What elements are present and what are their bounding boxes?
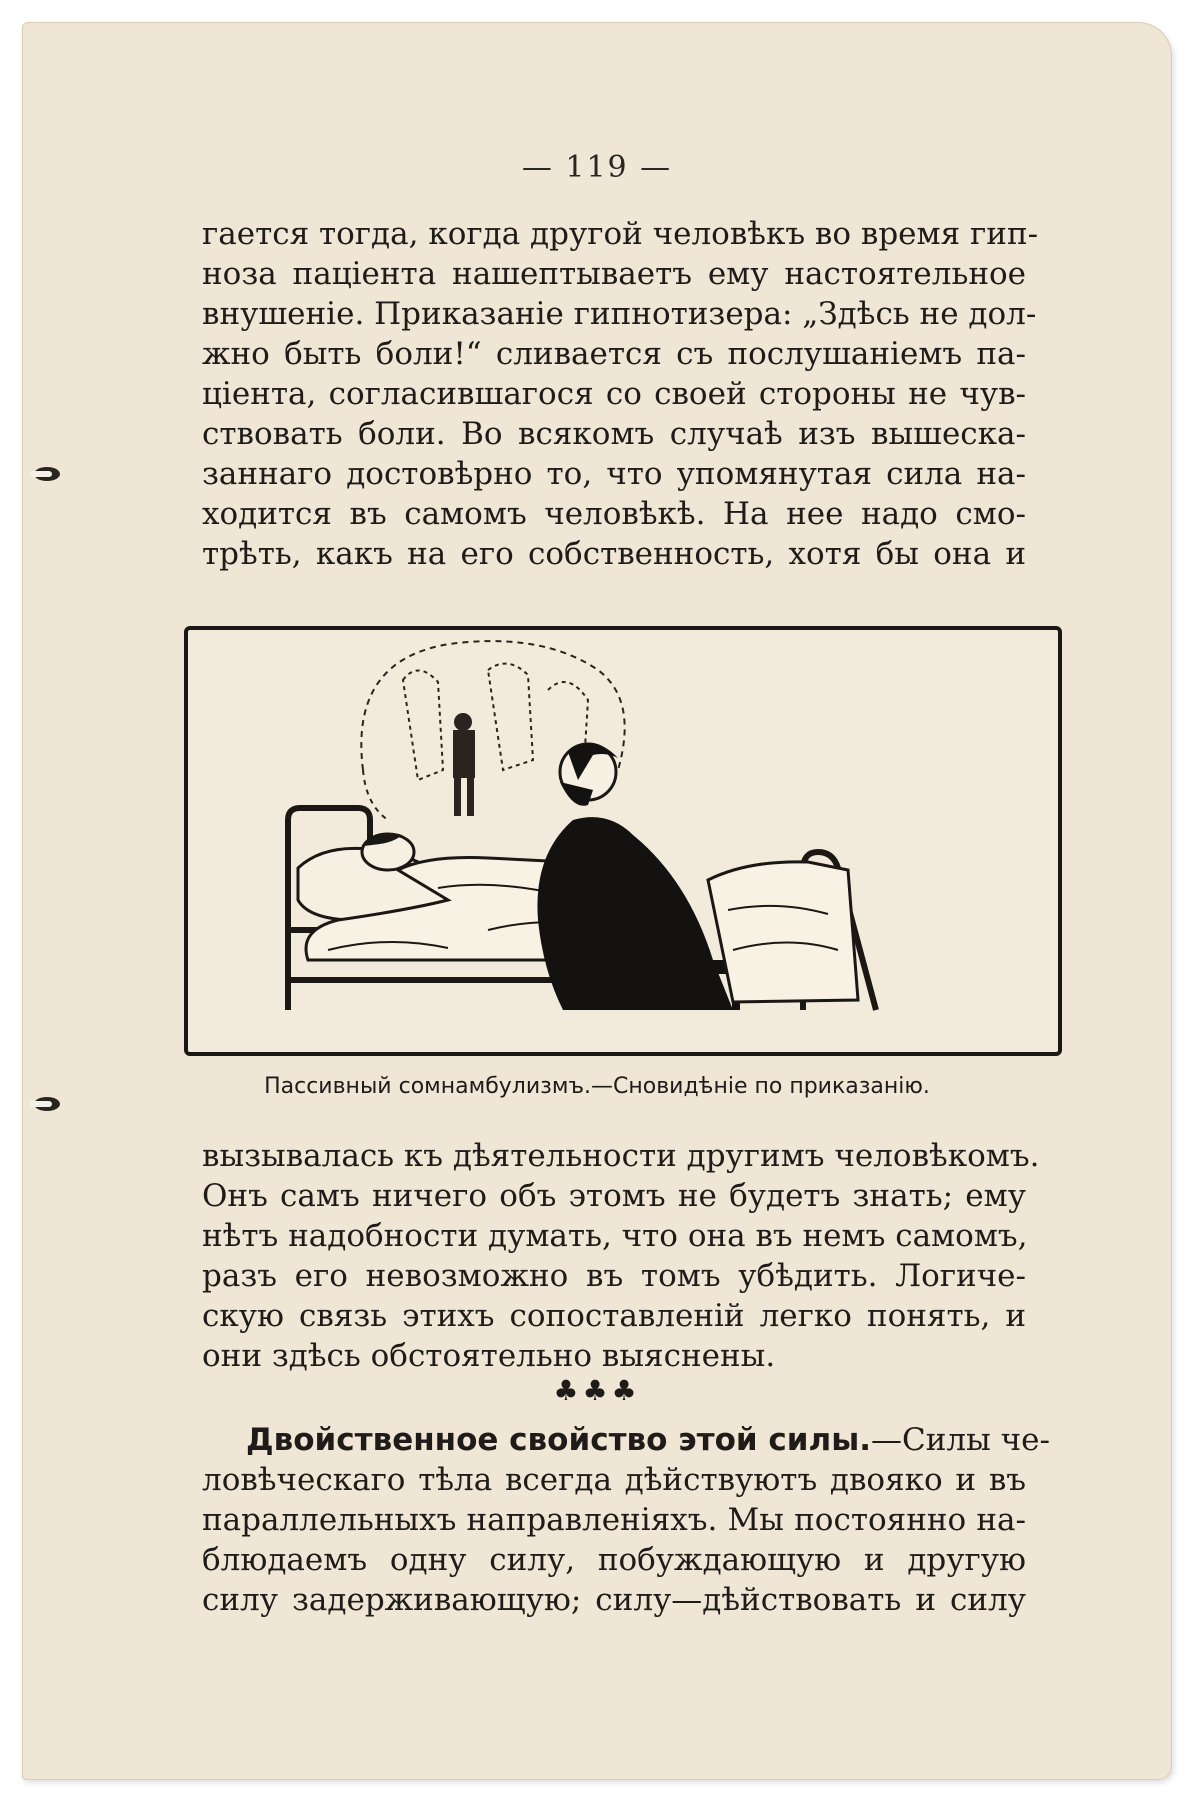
book-page: [22, 22, 1172, 1780]
text-line: заннаго достовѣрно то, что упомянутая сила на-: [202, 456, 1026, 492]
binding-thread-top: [30, 471, 52, 477]
text-line: силу задерживающую; силу—дѣйствовать и силу: [202, 1582, 1026, 1618]
text-line: нѣтъ надобности думать, что она въ немъ самомъ,: [202, 1218, 1028, 1254]
text-line: Онъ самъ ничего объ этомъ не будетъ знать; ему: [202, 1178, 1026, 1214]
text-line: ствовать боли. Во всякомъ случаѣ изъ вышеска-: [202, 416, 1026, 452]
section-ornament: ♣♣♣: [553, 1374, 641, 1407]
text-line: трѣть, какъ на его собственность, хотя бы она и: [202, 536, 1026, 572]
text-line: они здѣсь обстоятельно выяснены.: [202, 1338, 776, 1374]
section-heading: Двойственное свойство этой силы.: [246, 1422, 872, 1458]
text-line: внушенiе. Приказанiе гипнотизера: „Здѣсь не дол-: [202, 296, 1037, 332]
hypnotist-and-sleeping-patient-icon: [188, 630, 1058, 1052]
text-line: ловѣческаго тѣла всегда дѣйствуютъ двояко и въ: [202, 1462, 1026, 1498]
figure-caption: Пассивный сомнамбулизмъ.—Сновидѣнiе по приказанiю.: [264, 1074, 930, 1099]
top-paragraph: [202, 214, 1039, 574]
middle-paragraph: [202, 1136, 1040, 1376]
text-line: [202, 1420, 1050, 1460]
text-line: жно быть боли!“ сливается съ послушанiемъ па-: [202, 336, 1026, 372]
text-line: параллельныхъ направленiяхъ. Мы постоянно на-: [202, 1502, 1026, 1538]
binding-thread-bottom: [30, 1101, 52, 1107]
text-line: разъ его невозможно въ томъ убѣдить. Логиче-: [202, 1258, 1026, 1294]
text-line: скую связь этихъ сопоставленiй легко понять, и: [202, 1298, 1026, 1334]
section-heading-rest: —Силы че-: [871, 1422, 1050, 1458]
text-line: блюдаемъ одну силу, побуждающую и другую: [202, 1542, 1026, 1578]
text-line: ноза пацiента нашептываетъ ему настоятельное: [202, 256, 1026, 292]
section-paragraph: [202, 1420, 1050, 1620]
text-line: ходится въ самомъ человѣкѣ. На нее надо смо-: [202, 496, 1026, 532]
text-line: гается тогда, когда другой человѣкъ во время гип-: [202, 216, 1039, 252]
page-number: — 119 —: [521, 150, 673, 185]
text-line: цiента, согласившагося со своей стороны не чув-: [202, 376, 1026, 412]
illustration-hypnotist-patient: [184, 626, 1062, 1056]
text-line: вызывалась къ дѣятельности другимъ человѣкомъ.: [202, 1138, 1040, 1174]
